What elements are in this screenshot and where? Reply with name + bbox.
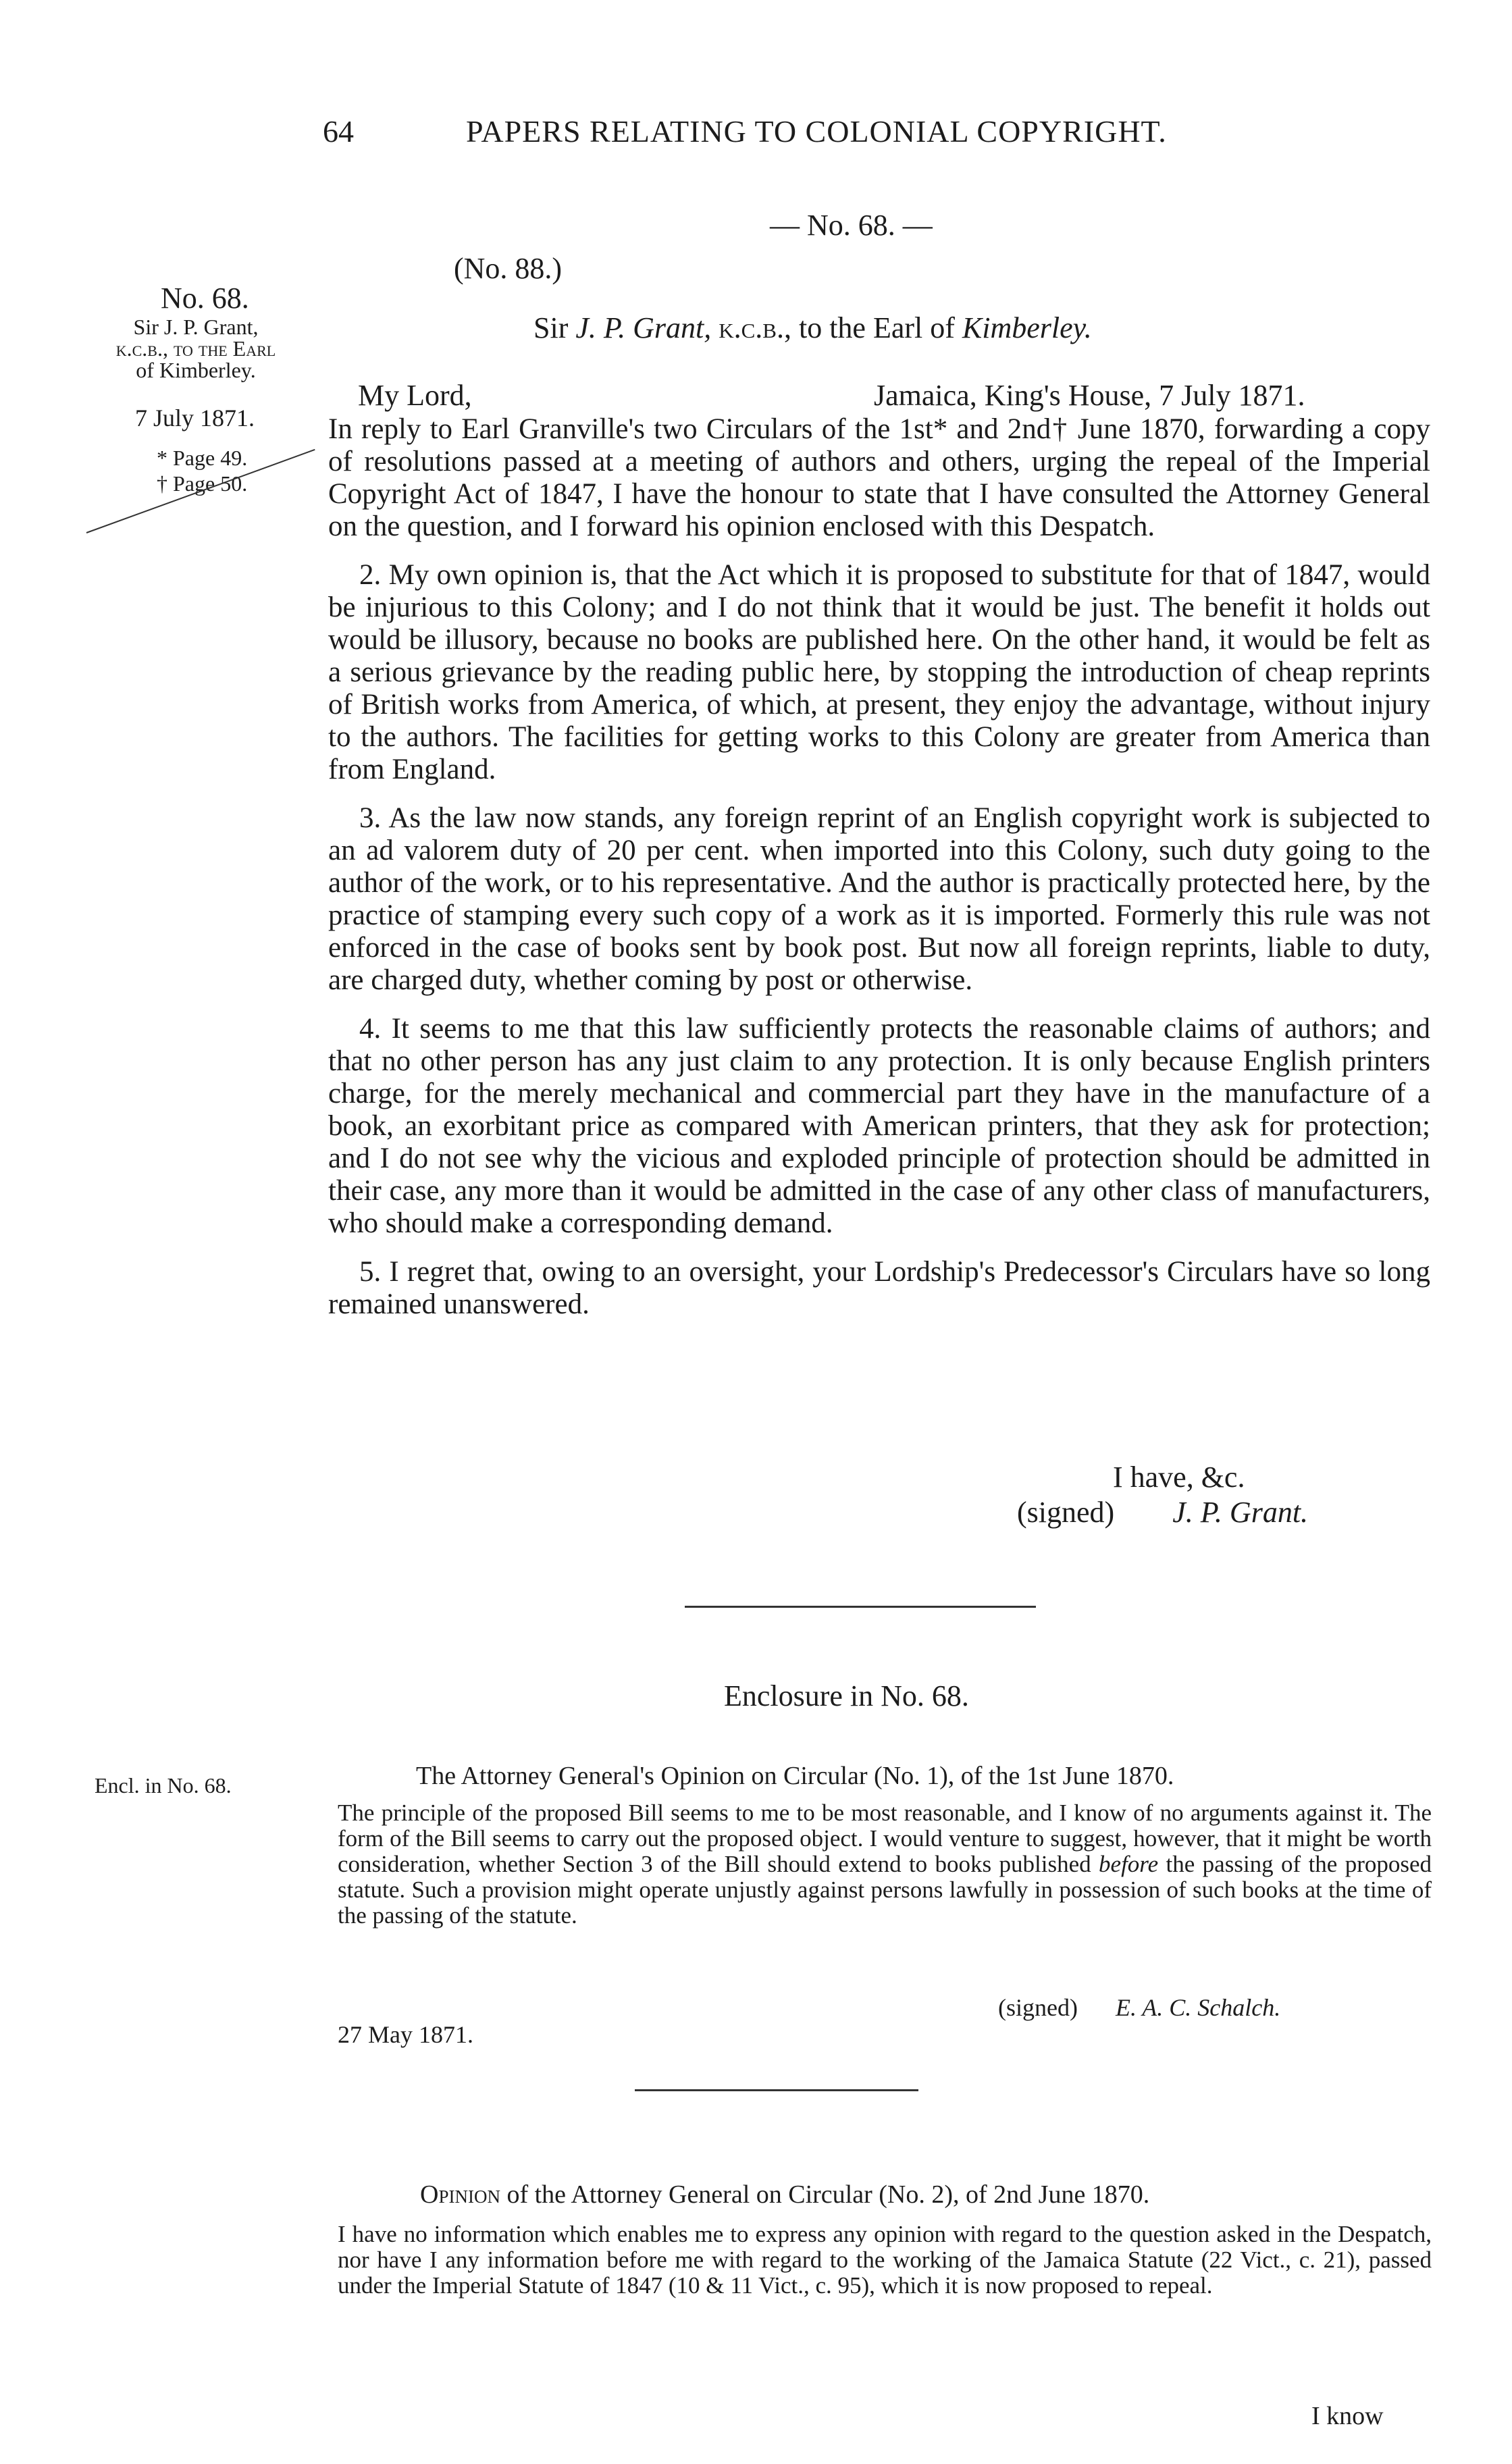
opinion-2-paragraph: I have no information which enables me to express any opinion with regard to the question asked in the Despatch, nor have I any information before me with regard to the working of the Jamaica Statute (22 Vict., c. 21), passed under the Imperial Statute of 1847 (10 & 11 Vict., c. 95), which it is now proposed to repeal. [338, 2221, 1432, 2299]
paragraph-5: 5. I regret that, owing to an oversight, your Lordship's Predecessor's Circulars have so long remained unanswered. [328, 1256, 1430, 1320]
letter-title [533, 311, 1092, 345]
dateline: Jamaica, King's House, 7 July 1871. [874, 379, 1305, 412]
opinion-2-heading [420, 2180, 1149, 2209]
opinion-2-heading-a: Opinion [420, 2180, 500, 2209]
opinion-1-text-a: The principle of the proposed Bill seems to me to be most reasonable, and I know of no arguments against it. The form of the Bill seems to carry out the proposed object. I would venture to suggest, however, that it might be worth consideration, whether Section 3 of the Bill should extend to books published [338, 1800, 1432, 1877]
divider-rule-2 [635, 2089, 918, 2091]
salutation: My Lord, [358, 379, 472, 412]
title-pre: Sir [533, 311, 576, 344]
signed-label: (signed) [1017, 1496, 1115, 1529]
opinion-1-text [338, 1800, 1432, 1929]
paragraph-2: 2. My own opinion is, that the Act which it is proposed to substitute for that of 1847, would be injurious to this Colony; and I do not think that it would be just. The benefit it holds out would be illusory, because no books are published here. On the other hand, it would be felt as a serious grievance by the reading public here, by stopping the introduction of cheap reprints of British works from America, of which, at present, they enjoy the advantage, without injury to the authors. The facilities for getting works to this Colony are greater from America than from England. [328, 559, 1430, 785]
opinion-1-paragraph [338, 1800, 1432, 1929]
original-number: (No. 88.) [454, 252, 563, 285]
margin-note-block [95, 316, 297, 381]
paragraph-4: 4. It seems to me that this law sufficiently protects the reasonable claims of authors; and that no other person has any just claim to any protection. It is only because English printers charge, for the merely mechanical and commercial part they have in the manufacture of a book, an exorbitant price as compared with American printers, that they ask for protection; and I do not see why the vicious and exploded principle of protection should be admitted in their case, any more than it would be admitted in the case of any other class of manufacturers, who should make a corresponding demand. [328, 1013, 1430, 1239]
title-recipient: Kimberley. [962, 311, 1092, 344]
opinion-1-date: 27 May 1871. [338, 2021, 473, 2048]
signature: J. P. Grant. [1172, 1496, 1309, 1529]
opinion-1-emphasis: before [1099, 1851, 1159, 1877]
margin-number: No. 68. [161, 282, 249, 315]
page-number: 64 [323, 114, 354, 149]
closing: I have, &c. [1113, 1461, 1245, 1494]
margin-line-2: k.c.b., to the Earl [115, 336, 276, 361]
title-rank: k.c.b., [711, 311, 791, 344]
paragraph-3: 3. As the law now stands, any foreign reprint of an English copyright work is subjected to an ad valorem duty of 20 per cent. when imported into this Colony, such duty going to the author of the work, or to his representative. And the author is practically protected here, by the practice of stamping every such copy of a work as it is imported. Formerly this rule was not enforced in the case of books sent by book post. But now all foreign reprints, liable to duty, are charged duty, whether coming by post or otherwise. [328, 802, 1430, 996]
catchword: I know [1311, 2402, 1384, 2430]
margin-date: 7 July 1871. [135, 404, 255, 431]
margin-line-1: Sir J. P. Grant, [133, 315, 259, 339]
paragraph-1: In reply to Earl Granville's two Circulars of the 1st* and 2nd† June 1870, forwarding a copy of resolutions passed at a meeting of authors and others, urging the repeal of the Imperial Copyright Act of 1847, I have the honour to state that I have consulted the Attorney General on the question, and I forward his opinion enclosed with this Despatch. [328, 413, 1430, 542]
opinion-2-text [338, 2222, 1432, 2299]
title-mid: to the Earl of [791, 311, 962, 344]
margin-page-ref-1: * Page 49. [157, 446, 248, 470]
margin-page-ref-2: † Page 50. [157, 471, 248, 496]
running-title: PAPERS RELATING TO COLONIAL COPYRIGHT. [466, 114, 1167, 149]
enclosure-title: Enclosure in No. 68. [724, 1679, 969, 1712]
opinion-1-signed-label: (signed) [998, 1994, 1078, 2021]
margin-line-3: of Kimberley. [136, 358, 256, 382]
divider-rule [685, 1606, 1036, 1608]
opinion-1-text-b: the passing of the proposed statute. Such a provision might operate unjustly against persons lawfully in possession of such books at the time of the passing of the statute. [338, 1851, 1432, 1929]
letter-body [328, 413, 1430, 1337]
opinion-1-signature: E. A. C. Schalch. [1115, 1994, 1281, 2021]
document-number: — No. 68. — [770, 209, 933, 242]
margin-enclosure-note: Encl. in No. 68. [95, 1773, 232, 1798]
title-name: J. P. Grant, [575, 311, 712, 344]
opinion-1-signature-line [998, 1993, 1280, 2022]
opinion-1-heading: The Attorney General's Opinion on Circular (No. 1), of the 1st June 1870. [416, 1762, 1174, 1790]
opinion-2-heading-b: of the Attorney General on Circular (No. 2), of 2nd June 1870. [500, 2180, 1150, 2209]
signature-line [1017, 1495, 1308, 1529]
